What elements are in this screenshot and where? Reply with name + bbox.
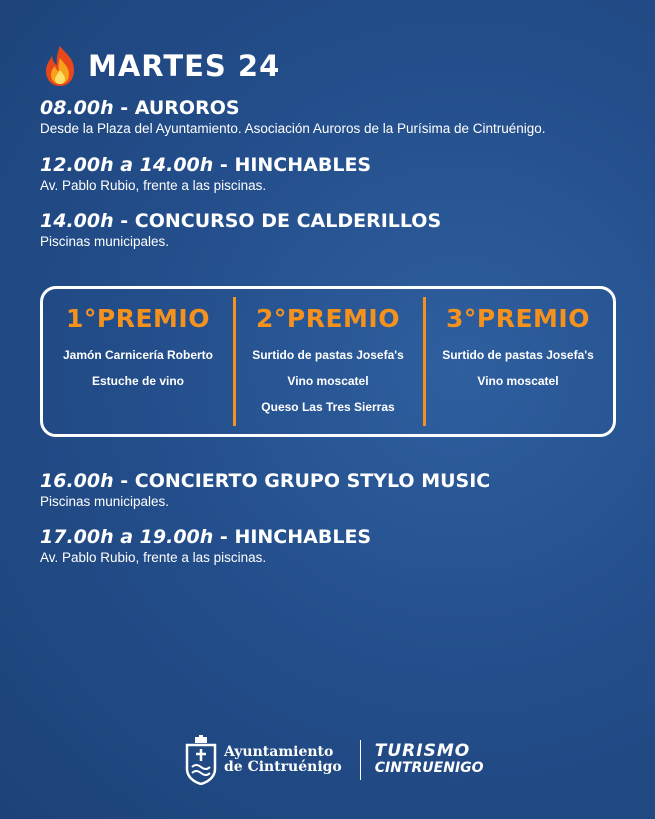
event-heading: 16.00h - CONCIERTO GRUPO STYLO MUSIC <box>40 470 491 492</box>
coat-of-arms-icon <box>184 735 218 785</box>
prize-title: 3°PREMIO <box>446 304 590 333</box>
event-hinchables-afternoon <box>40 525 371 566</box>
prize-items <box>423 347 613 389</box>
event-name: CONCURSO DE CALDERILLOS <box>134 210 442 232</box>
event-place: Desde la Plaza del Ayuntamiento. Asociación Auroros de la Purísima de Cintruénigo. <box>40 121 546 136</box>
turismo-logo <box>375 743 484 777</box>
prize-third <box>423 289 613 434</box>
prize-item: Jamón Carnicería Roberto <box>62 348 214 362</box>
turismo-line1: TURISMO <box>374 741 471 761</box>
prize-second <box>233 289 423 434</box>
footer-divider <box>360 740 361 780</box>
prize-item: Vino moscatel <box>477 374 559 388</box>
event-name: HINCHABLES <box>234 154 372 176</box>
event-place: Piscinas municipales. <box>40 234 170 249</box>
event-hinchables-morning <box>40 153 371 194</box>
ayuntamiento-line1: Ayuntamiento <box>224 744 334 760</box>
event-time: 12.00h a 14.00h <box>40 154 214 176</box>
prize-first <box>43 289 233 434</box>
ayuntamiento-line2: de Cintruénigo <box>224 759 342 775</box>
event-time: 17.00h a 19.00h <box>40 526 214 548</box>
page-title <box>40 44 280 88</box>
event-concierto <box>40 469 490 510</box>
prize-title: 2°PREMIO <box>256 304 400 333</box>
ayuntamiento-logo-text <box>224 745 342 775</box>
event-heading: 14.00h - CONCURSO DE CALDERILLOS <box>40 210 442 232</box>
prize-item: Estuche de vino <box>91 374 185 388</box>
event-time: 14.00h <box>40 210 114 232</box>
prize-title: 1°PREMIO <box>66 304 210 333</box>
event-heading: 08.00h - AUROROS <box>40 97 240 119</box>
event-name: HINCHABLES <box>234 526 372 548</box>
event-place: Av. Pablo Rubio, frente a las piscinas. <box>40 178 267 193</box>
event-name: CONCIERTO GRUPO STYLO MUSIC <box>134 470 491 492</box>
title-text: MARTES 24 <box>88 49 281 83</box>
event-place: Av. Pablo Rubio, frente a las piscinas. <box>40 550 267 565</box>
event-time: 16.00h <box>40 470 114 492</box>
event-heading: 17.00h a 19.00h - HINCHABLES <box>40 526 372 548</box>
event-name: AUROROS <box>134 97 240 119</box>
event-auroros <box>40 96 546 137</box>
event-calderillos <box>40 209 441 250</box>
prizes-box <box>40 286 616 437</box>
event-heading: 12.00h a 14.00h - HINCHABLES <box>40 154 372 176</box>
footer-logos <box>184 734 484 786</box>
prize-items <box>233 347 423 415</box>
prize-item: Vino moscatel <box>287 374 369 388</box>
prize-item: Queso Las Tres Sierras <box>261 400 395 414</box>
prize-item: Surtido de pastas Josefa's <box>252 348 404 362</box>
turismo-line2: CINTRUENIGO <box>374 760 484 776</box>
event-time: 08.00h <box>40 97 114 119</box>
prize-item: Surtido de pastas Josefa's <box>442 348 594 362</box>
prize-items <box>43 347 233 389</box>
fire-icon <box>40 44 80 88</box>
event-place: Piscinas municipales. <box>40 494 170 509</box>
